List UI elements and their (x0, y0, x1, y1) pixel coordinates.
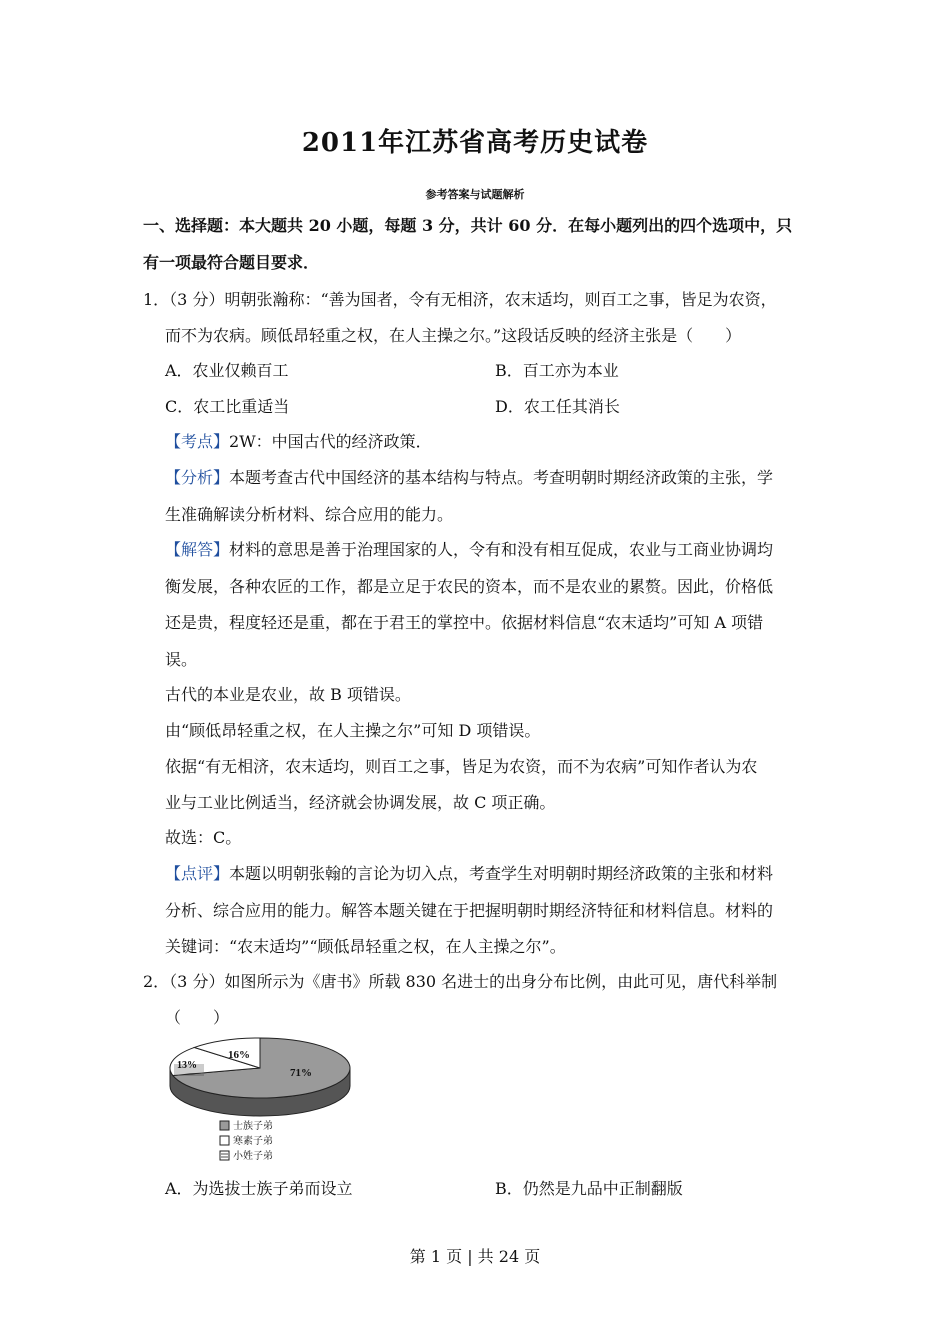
dianping-line2: 分析、综合应用的能力。解答本题关键在于把握明朝时期经济特征和材料信息。材料的 (165, 901, 774, 920)
fenxi-line2: 生准确解读分析材料、综合应用的能力。 (165, 505, 454, 524)
q1-fenxi (165, 468, 773, 488)
q1-option-c: C．农工比重适当 (165, 397, 290, 416)
page-title: 2011年江苏省高考历史试卷 (301, 128, 649, 158)
jieda-line2: 衡发展，各种农匠的工作，都是立足于农民的资本，而不是农业的累赘。因此，价格低 (165, 577, 774, 596)
q1-option-d: D．农工任其消长 (495, 397, 620, 416)
kaodian-tag: 【考点】 (165, 432, 230, 451)
q1-kaodian (165, 432, 432, 452)
jieda-line5: 古代的本业是农业，故 B 项错误。 (165, 685, 411, 704)
jieda-line1: 材料的意思是善于治理国家的人，令有和没有相互促成，农业与工商业协调均 (229, 540, 774, 559)
legend-label-shizu: 士族子弟 (233, 1121, 273, 1132)
dianping-line3: 关键词：“农末适均”“顾低昂轻重之权，在人主操之尔”。 (165, 937, 566, 956)
slice-label-shizu: 71% (290, 1067, 312, 1079)
section-heading-line1: 一、选择题：本大题共 20 小题，每题 3 分，共计 60 分．在每小题列出的四个选项中，只 (143, 216, 793, 235)
page-footer: 第 1 页 | 共 24 页 (409, 1247, 541, 1266)
q1-stem-line1: 1．（3 分）明朝张瀚称：“善为国者，令有无相济，农末适均，则百工之事，皆足为农资， (143, 290, 777, 309)
legend-label-xiaoxing: 小姓子弟 (233, 1151, 273, 1162)
slice-label-xiaoxing: 13% (177, 1060, 197, 1071)
pie-chart (164, 1032, 364, 1168)
q2-stem-line1: 2．（3 分）如图所示为《唐书》所载 830 名进士的出身分布比例，由此可见，唐代科举制 (143, 972, 778, 991)
q2-option-a: A．为选拔士族子弟而设立 (165, 1179, 353, 1198)
q1-dianping (165, 864, 773, 884)
section-heading-line2: 有一项最符合题目要求． (143, 253, 320, 272)
legend-swatch-hansu (220, 1136, 229, 1145)
dianping-tag: 【点评】 (165, 864, 230, 883)
slice-label-hansu: 16% (228, 1049, 250, 1061)
q1-option-a: A．农业仅赖百工 (165, 361, 289, 380)
pie-slices (170, 1038, 350, 1098)
q2-stem-line2: （ ） (165, 1008, 230, 1027)
page-subtitle: 参考答案与试题解析 (425, 188, 525, 201)
jieda-line4: 误。 (165, 650, 198, 669)
jieda-line8: 业与工业比例适当，经济就会协调发展，故 C 项正确。 (165, 793, 556, 812)
jieda-tag: 【解答】 (165, 540, 230, 559)
legend-label-hansu: 寒素子弟 (233, 1136, 273, 1147)
q1-jieda (165, 540, 773, 560)
legend-swatch-xiaoxing (220, 1151, 229, 1160)
jieda-line6: 由“顾低昂轻重之权，在人主操之尔”可知 D 项错误。 (165, 721, 541, 740)
fenxi-tag: 【分析】 (165, 468, 230, 487)
q1-option-b: B．百工亦为本业 (495, 361, 619, 380)
kaodian-text: 2W：中国古代的经济政策． (229, 432, 432, 451)
q2-option-b: B．仍然是九品中正制翻版 (495, 1179, 683, 1198)
q1-stem-line2: 而不为农病。顾低昂轻重之权，在人主操之尔。”这段话反映的经济主张是（ ） (165, 326, 742, 345)
dianping-line1: 本题以明朝张翰的言论为切入点，考查学生对明朝时期经济政策的主张和材料 (229, 864, 774, 883)
fenxi-line1: 本题考查古代中国经济的基本结构与特点。考查明朝时期经济政策的主张，学 (229, 468, 774, 487)
jieda-line3: 还是贵，程度轻还是重，都在于君王的掌控中。依据材料信息“农末适均”可知 A 项错 (165, 613, 764, 632)
jieda-line7: 依据“有无相济，农末适均，则百工之事，皆足为农资，而不为农病”可知作者认为农 (165, 757, 758, 776)
legend-swatch-shizu (220, 1121, 229, 1130)
jieda-line9: 故选：C。 (165, 828, 242, 847)
